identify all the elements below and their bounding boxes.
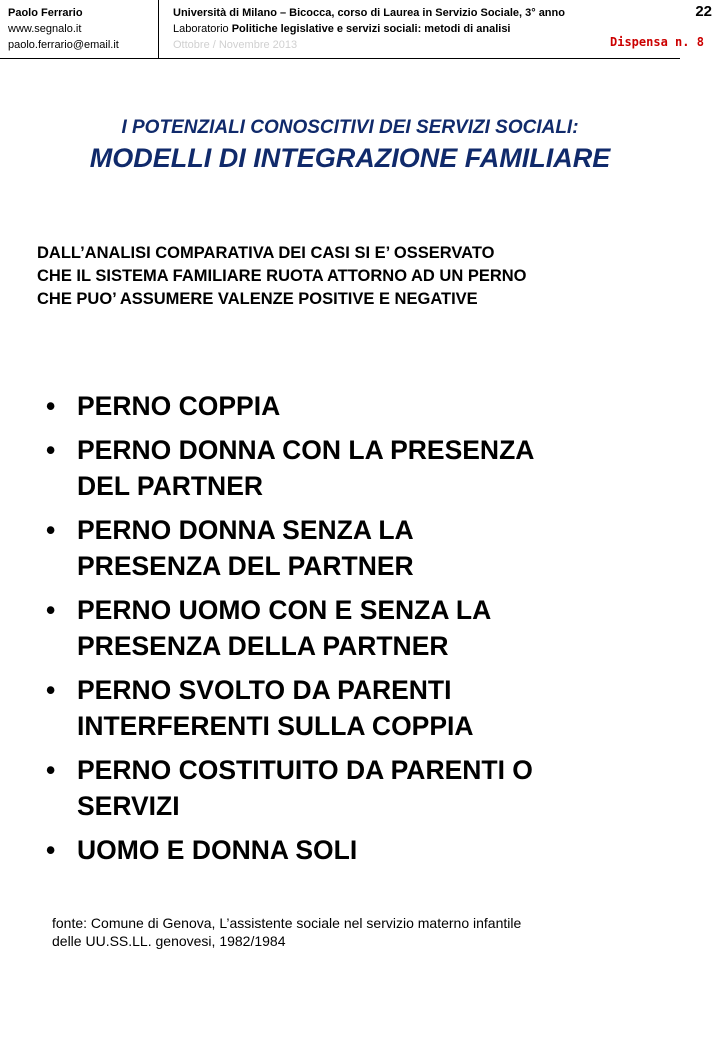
header-divider-horizontal <box>0 58 680 59</box>
list-item <box>46 388 696 424</box>
list-item-text: PRESENZA DELLA PARTNER <box>77 631 449 661</box>
list-item-text: PRESENZA DEL PARTNER <box>77 551 414 581</box>
list-item <box>46 512 696 584</box>
lab-prefix: Laboratorio <box>173 23 232 35</box>
lab-line <box>173 21 663 37</box>
pivot-list <box>46 388 696 876</box>
list-item-text: SERVIZI <box>77 791 180 821</box>
page-header <box>0 0 720 60</box>
page-number: 22 <box>695 3 712 20</box>
intro-line: CHE IL SISTEMA FAMILIARE RUOTA ATTORNO AD UN PERNO <box>37 267 527 285</box>
list-item-text: INTERFERENTI SULLA COPPIA <box>77 711 474 741</box>
header-divider-vertical <box>158 0 159 58</box>
bullet-icon: • <box>46 391 56 421</box>
bullet-icon: • <box>46 435 56 465</box>
source-citation <box>52 914 652 950</box>
list-item <box>46 672 696 744</box>
course-block <box>173 5 663 53</box>
course-date: Ottobre / Novembre 2013 <box>173 39 298 51</box>
bullet-icon: • <box>46 595 56 625</box>
bullet-icon: • <box>46 515 56 545</box>
list-item-text: PERNO COPPIA <box>77 391 281 421</box>
list-item-text: DEL PARTNER <box>77 471 264 501</box>
author-website: www.segnalo.it <box>8 23 82 35</box>
lab-title: Politiche legislative e servizi sociali: metodi di analisi <box>231 23 511 35</box>
list-item-text: PERNO UOMO CON E SENZA LA <box>77 595 492 625</box>
list-item <box>46 592 696 664</box>
bullet-icon: • <box>46 675 56 705</box>
list-item-text: PERNO COSTITUITO DA PARENTI O <box>77 755 533 785</box>
list-item-text: PERNO SVOLTO DA PARENTI <box>77 675 452 705</box>
author-email: paolo.ferrario@email.it <box>8 39 119 51</box>
list-item <box>46 832 696 868</box>
main-title: MODELLI DI INTEGRAZIONE FAMILIARE <box>89 143 611 173</box>
list-item <box>46 432 696 504</box>
dispensa-label: Dispensa n. 8 <box>610 35 704 49</box>
list-item-text: PERNO DONNA SENZA LA <box>77 515 414 545</box>
author-block <box>8 5 158 53</box>
bullet-icon: • <box>46 835 56 865</box>
intro-line: DALL’ANALISI COMPARATIVA DEI CASI SI E’ OSSERVATO <box>37 244 495 262</box>
section-title: I POTENZIALI CONOSCITIVI DEI SERVIZI SOCIALI: <box>121 117 579 138</box>
author-name: Paolo Ferrario <box>8 7 83 19</box>
bullet-icon: • <box>46 755 56 785</box>
intro-line: CHE PUO’ ASSUMERE VALENZE POSITIVE E NEGATIVE <box>37 290 478 308</box>
list-item-text: PERNO DONNA CON LA PRESENZA <box>77 435 535 465</box>
list-item <box>46 752 696 824</box>
course-name: Università di Milano – Bicocca, corso di Laurea in Servizio Sociale, 3° anno <box>173 7 565 19</box>
source-line: fonte: Comune di Genova, L’assistente sociale nel servizio materno infantile <box>52 915 522 931</box>
list-item-text: UOMO E DONNA SOLI <box>77 835 358 865</box>
intro-paragraph <box>37 242 697 311</box>
source-line: delle UU.SS.LL. genovesi, 1982/1984 <box>52 933 286 949</box>
